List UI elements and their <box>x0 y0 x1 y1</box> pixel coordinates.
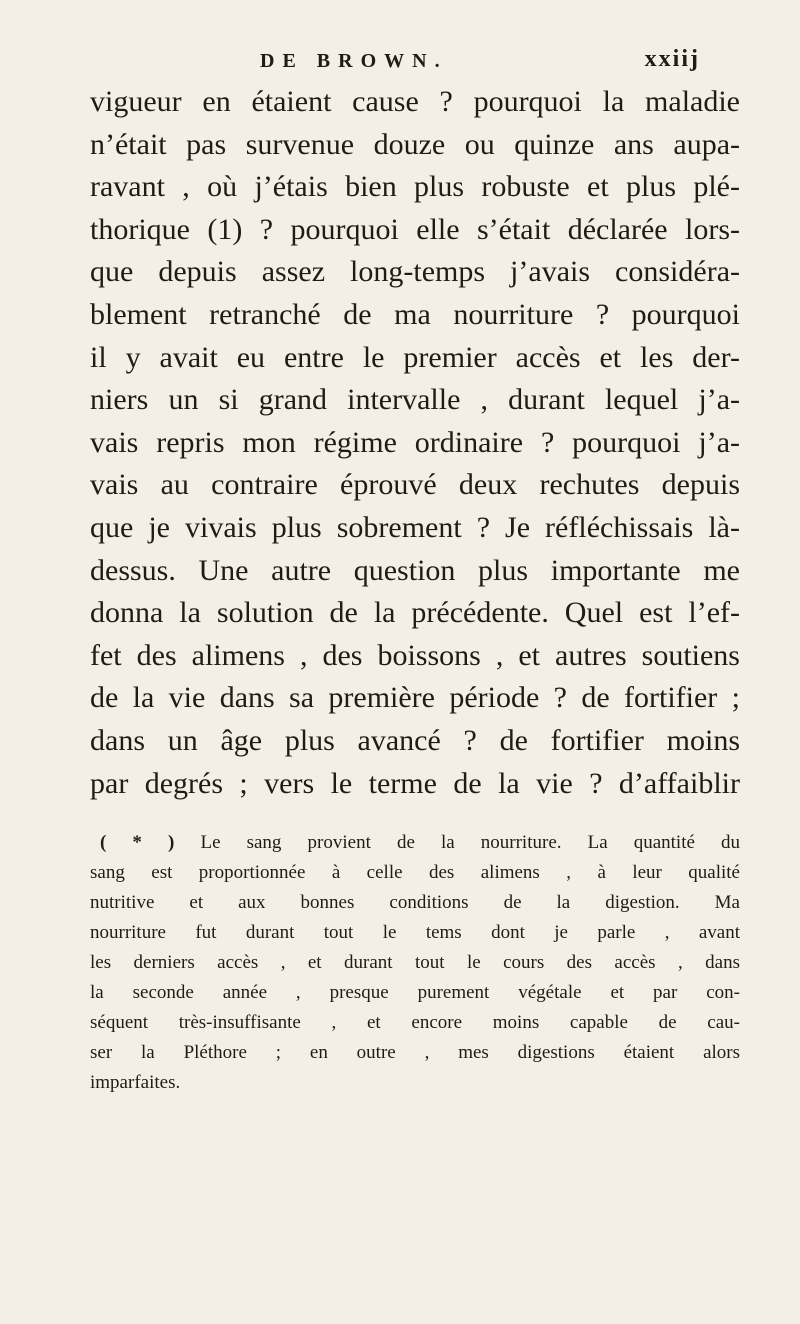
footnote-marker: ( * ) <box>100 832 175 853</box>
text-line: que je vivais plus sobrement ? Je réfléchissais là- <box>90 510 740 544</box>
text-line: de la vie dans sa première période ? de fortifier ; <box>90 681 740 715</box>
footnote-line: séquent très-insuffisante , et encore moins capable de cau- <box>90 1012 740 1033</box>
footnote-line: ser la Pléthore ; en outre , mes digestions étaient alors <box>90 1042 740 1063</box>
text-line: ravant , où j’étais bien plus robuste et plus plé- <box>90 170 740 204</box>
text-line: il y avait eu entre le premier accès et les der- <box>90 340 740 374</box>
text-line: vigueur en étaient cause ? pourquoi la maladie <box>90 85 740 118</box>
text-line: donna la solution de la précédente. Quel est l’ef- <box>90 596 740 630</box>
text-line: dessus. Une autre question plus importante me <box>90 553 740 587</box>
footnote-line: la seconde année , presque purement végétale et par con- <box>90 982 740 1003</box>
text-line: dans un âge plus avancé ? de fortifier moins <box>90 723 740 757</box>
text-line: n’était pas survenue douze ou quinze ans aupa- <box>90 127 740 161</box>
footnote-line: sang est proportionnée à celle des alimens , à leur qualité <box>90 862 740 883</box>
footnote-line: imparfaites. <box>90 1072 181 1093</box>
footnote-text: Le sang provient de la nourriture. La quantité du <box>200 832 741 853</box>
footnote-line: nutritive et aux bonnes conditions de la digestion. Ma <box>90 892 740 913</box>
footnote <box>90 828 740 1098</box>
text-line: par degrés ; vers le terme de la vie ? d’affaiblir <box>90 766 740 800</box>
footnote-line <box>90 828 740 858</box>
footnote-line: nourriture fut durant tout le tems dont je parle , avant <box>90 922 740 943</box>
text-line: thorique (1) ? pourquoi elle s’était déclarée lors- <box>90 212 740 246</box>
text-line: vais repris mon régime ordinaire ? pourquoi j’a- <box>90 425 740 459</box>
running-title: DE BROWN. <box>260 50 448 72</box>
page-number: xxiij <box>644 46 700 72</box>
text-line: vais au contraire éprouvé deux rechutes depuis <box>90 468 740 502</box>
footnote-line: les derniers accès , et durant tout le cours des accès , dans <box>90 952 740 973</box>
text-line: niers un si grand intervalle , durant lequel j’a- <box>90 383 740 417</box>
text-line: que depuis assez long-temps j’avais considéra- <box>90 255 740 289</box>
text-line: fet des alimens , des boissons , et autres soutiens <box>90 638 740 672</box>
main-text <box>90 81 740 805</box>
text-line: blement retranché de ma nourriture ? pourquoi <box>90 297 740 331</box>
